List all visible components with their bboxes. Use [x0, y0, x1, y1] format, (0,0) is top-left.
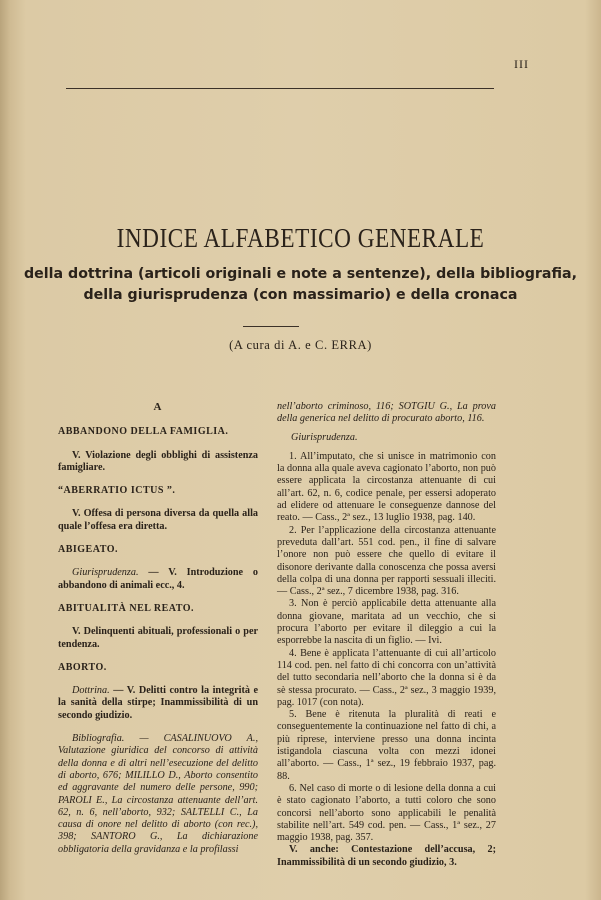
jurisprudence-item: 4. Bene è applicata l’attenuante di cui all’articolo 114 cod. pen. nel fatto di chi concorra con un’attività del tutto secondaria nell’aborto che la donna si è da sè stessa procurato. — Cass., 2ª sez., 3 maggio 1939, pag. 1017 (con nota).	[277, 647, 496, 708]
abigeato-ref: — V. Introduzione o abbandono di animali ecc., 4.	[58, 567, 258, 591]
entry-heading-abitualita: ABITUALITÀ NEL REATO.	[58, 602, 194, 614]
top-rule	[66, 88, 494, 89]
document-title: INDICE ALFABETICO GENERALE	[116, 223, 485, 253]
entry-heading-aborto: ABORTO.	[58, 661, 107, 673]
right-column	[277, 401, 496, 869]
entry-text-abigeato	[58, 567, 258, 592]
see-also-text: V. anche: Contestazione dell’accusa, 2; Inammissibilità di un secondo giudizio, 3.	[277, 844, 496, 868]
left-column	[58, 401, 258, 856]
subtitle-line-2: della giurisprudenza (con massimario) e della cronaca	[83, 287, 518, 303]
subtitle-line-1: della dottrina (articoli originali e note a sentenze), della bibliografia,	[24, 266, 577, 282]
see-also	[277, 844, 496, 869]
entry-text-abitualita: V. Delinquenti abituali, professionali o per tendenza.	[58, 626, 258, 650]
entry-text-aberratio: V. Offesa di persona diversa da quella alla quale l’offesa era diretta.	[58, 508, 258, 532]
jurisprudence-item: 3. Non è perciò applicabile detta attenuante alla donna giovane, maritata ad un vecchio, che si procura l’aborto per evitare il dileggio a cui la esporrebbe la nascita di un figlio. — Ivi.	[277, 598, 496, 647]
entry-heading-abigeato: ABIGEATO.	[58, 544, 118, 556]
abigeato-label: Giurisprudenza.	[72, 567, 139, 579]
jurisprudence-item: 6. Nel caso di morte o di lesione della donna a cui è stato cagionato l’aborto, a tutti coloro che sono concorsi nell’aborto sono applicabili le penalità stabilite nell’art. 549 cod. pen. — Cass., 1ª sez., 27 maggio 1938, pag. 357.	[277, 782, 496, 844]
jurisprudence-item: 2. Per l’applicazione della circostanza attenuante preveduta dall’art. 551 cod. pen., il fine di salvare l’onore non può essere che quello di evitare il disonore derivante dalla conoscenza che possa aversi della colpa di una donna per rapporti sessuali illeciti. — Cass., 2ª sez., 7 dicembre 1938, pag. 316.	[277, 524, 496, 598]
document-subtitle	[0, 264, 601, 306]
bibliografia-label: Bibliografia.	[72, 733, 125, 745]
jurisprudence-item: 1. All’imputato, che si unisce in matrimonio con la donna alla quale aveva cagionato l’aborto, non può essere applicata la circostanza attenuante di cui all’art. 62, n. 6, codice penale, per essersi adoperato ad elidere od attenuare le conseguenze dannose del reato. — Cass., 2ª sez., 13 luglio 1938, pag. 140.	[277, 450, 496, 524]
bibliografia-text: — CASALINUOVO A., Valutazione giuridica del concorso di attività della donna e di altri nell’esecuzione del delitto di aborto, 676; MILILLO D., Aborto consentito ed aggravante del numero delle persone, 990; PAROLI E., La circostanza attenuante dell’art. 62, n. 6, nell’aborto, 932; SALTELLI C., La causa di onore nel delitto di aborto (con rec.), 398; SANTORO G., La dichiarazione obbligatoria della gravidanza e la profilassi	[58, 733, 258, 855]
jurisprudence-item: 5. Bene è ritenuta la pluralità di reati e conseguentemente la continuazione nel fatto di chi, a più riprese, interviene presso una donna incinta istigandola ciascuna volta con mezzi idonei all’aborto. — Cass., 1ª sez., 19 febbraio 1937, pag. 88.	[277, 709, 496, 782]
jurisprudence-list	[277, 451, 496, 845]
page-number: III	[514, 57, 529, 71]
entry-heading-aberratio: “ABERRATIO ICTUS ”.	[58, 485, 176, 497]
curator-credit: (A cura di A. e C. ERRA)	[229, 338, 372, 352]
entry-text-abbandono: V. Violazione degli obblighi di assistenza famigliare.	[58, 449, 258, 473]
entry-heading-abbandono: ABBANDONO DELLA FAMIGLIA.	[58, 426, 229, 438]
section-letter: A	[153, 401, 163, 413]
entry-bibliografia-aborto	[58, 733, 258, 856]
bibliografia-continuation: nell’aborto criminoso, 116; SOTGIU G., La prova della generica nel delitto di procurato aborto, 116.	[277, 401, 496, 425]
dottrina-ref: — V. Delitti contro la integrità e la sanità della stirpe; Inammissibilità di un secondo giudizio.	[58, 685, 258, 721]
dottrina-label: Dottrina.	[72, 685, 110, 697]
title-divider	[243, 326, 299, 327]
entry-dottrina-aborto	[58, 685, 258, 722]
giurisprudenza-label: Giurisprudenza.	[291, 431, 358, 443]
